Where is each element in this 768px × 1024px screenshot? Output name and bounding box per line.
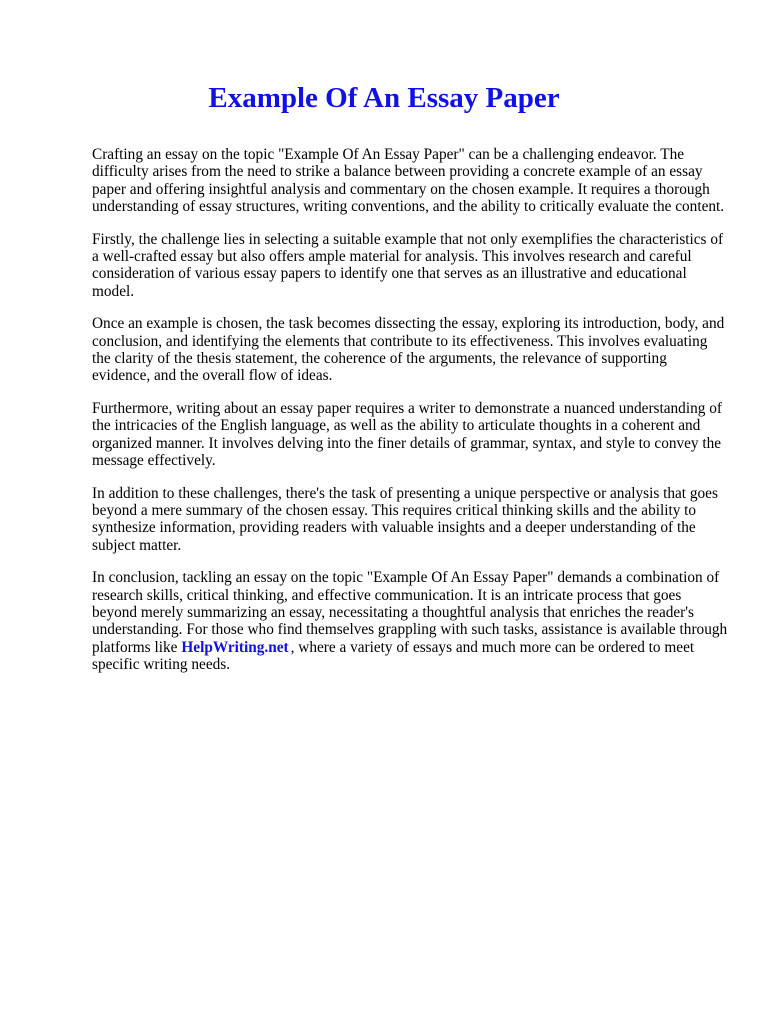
paragraph-2: Firstly, the challenge lies in selecting a suitable example that not only exemplifies the characteristics of a well-crafted essay but also offers ample material for analysis. This involves research and careful consideration of various essay papers to identify one that serves as an illustrative and educational model.	[92, 230, 724, 300]
document-title: Example Of An Essay Paper	[208, 82, 560, 114]
conclusion-text-after-link: , where a variety of essays and much more can be ordered to meet specific writing needs.	[92, 638, 695, 674]
helpwriting-link[interactable]: HelpWriting.net	[181, 638, 289, 656]
paragraph-4: Furthermore, writing about an essay paper requires a writer to demonstrate a nuanced understanding of the intricacies of the English language, as well as the ability to articulate thoughts in a coherent and organized manner. It involves delving into the finer details of grammar, syntax, and style to convey the message effectively.	[92, 399, 722, 470]
paragraph-1: Crafting an essay on the topic "Example Of An Essay Paper" can be a challenging endeavor. The difficulty arises from the need to strike a balance between providing a concrete example of an essay paper and offering insightful analysis and commentary on the chosen example. It requires a thorough understanding of essay structures, writing conventions, and the ability to critically evaluate the content.	[92, 146, 725, 216]
paragraph-5: In addition to these challenges, there's the task of presenting a unique perspective or analysis that goes beyond a mere summary of the chosen essay. This requires critical thinking skills and the ability to synthesize information, providing readers with valuable insights and a deeper understanding of the subject matter.	[92, 484, 718, 554]
conclusion-text-before-link: In conclusion, tackling an essay on the topic "Example Of An Essay Paper" demands a combination of research skills, critical thinking, and effective communication. It is an intricate process that goes beyond merely summarizing an essay, necessitating a thoughtful analysis that enriches the reader's understanding. For those who find themselves grappling with such tasks, assistance is available through platforms like	[92, 569, 728, 656]
paragraph-6-conclusion	[92, 569, 728, 673]
document-body	[92, 146, 728, 689]
paragraph-3: Once an example is chosen, the task becomes dissecting the essay, exploring its introduction, body, and conclusion, and identifying the elements that contribute to its effectiveness. This involves evaluating the clarity of the thesis statement, the coherence of the arguments, the relevance of supporting evidence, and the overall flow of ideas.	[92, 315, 725, 385]
